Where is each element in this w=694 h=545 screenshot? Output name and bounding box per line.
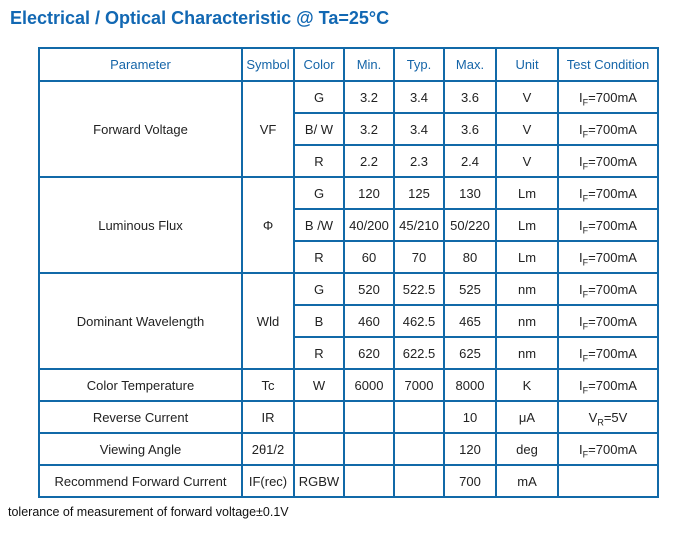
cell-max: 3.6 xyxy=(444,113,496,145)
test-text: I xyxy=(579,345,583,361)
cell-color: B/ W xyxy=(294,113,344,145)
cell-test-condition xyxy=(558,337,658,369)
test-text: =700mA xyxy=(588,345,637,361)
cell-unit: V xyxy=(496,113,558,145)
cell-max: 625 xyxy=(444,337,496,369)
cell-color: G xyxy=(294,81,344,113)
cell-typ: 45/210 xyxy=(394,209,444,241)
cell-min: 60 xyxy=(344,241,394,273)
cell-unit: Lm xyxy=(496,177,558,209)
cell-unit: nm xyxy=(496,273,558,305)
header-unit: Unit xyxy=(496,48,558,81)
header-typ: Typ. xyxy=(394,48,444,81)
cell-parameter: Reverse Current xyxy=(39,401,242,433)
cell-test-condition xyxy=(558,209,658,241)
cell-min: 460 xyxy=(344,305,394,337)
cell-color: B /W xyxy=(294,209,344,241)
test-text: I xyxy=(579,281,583,297)
cell-unit: V xyxy=(496,145,558,177)
table-row xyxy=(39,433,658,465)
cell-color xyxy=(294,433,344,465)
cell-symbol: IF(rec) xyxy=(242,465,294,497)
cell-color: G xyxy=(294,273,344,305)
cell-typ xyxy=(394,465,444,497)
cell-max: 130 xyxy=(444,177,496,209)
test-subscript: F xyxy=(582,225,589,236)
cell-test-condition xyxy=(558,305,658,337)
cell-unit: Lm xyxy=(496,209,558,241)
table-row xyxy=(39,81,658,113)
test-subscript: F xyxy=(582,193,589,204)
cell-min: 3.2 xyxy=(344,81,394,113)
cell-symbol: IR xyxy=(242,401,294,433)
cell-parameter: Viewing Angle xyxy=(39,433,242,465)
test-text: I xyxy=(579,313,583,329)
test-text: =700mA xyxy=(588,281,637,297)
cell-min: 520 xyxy=(344,273,394,305)
cell-color: G xyxy=(294,177,344,209)
cell-symbol: Tc xyxy=(242,369,294,401)
test-text: I xyxy=(579,441,583,457)
cell-color: R xyxy=(294,337,344,369)
cell-typ: 7000 xyxy=(394,369,444,401)
cell-test-condition xyxy=(558,369,658,401)
cell-typ xyxy=(394,401,444,433)
tolerance-note: tolerance of measurement of forward voltage±0.1V xyxy=(8,505,289,519)
cell-unit: Lm xyxy=(496,241,558,273)
cell-max: 525 xyxy=(444,273,496,305)
cell-color: B xyxy=(294,305,344,337)
cell-unit: mA xyxy=(496,465,558,497)
test-subscript: F xyxy=(582,257,589,268)
cell-unit: μA xyxy=(496,401,558,433)
cell-test-condition xyxy=(558,465,658,497)
cell-typ: 522.5 xyxy=(394,273,444,305)
cell-min: 40/200 xyxy=(344,209,394,241)
test-subscript: F xyxy=(582,449,589,460)
cell-min xyxy=(344,465,394,497)
test-text: =5V xyxy=(603,409,628,425)
cell-max: 465 xyxy=(444,305,496,337)
cell-parameter: Luminous Flux xyxy=(39,177,242,273)
test-subscript: F xyxy=(582,161,589,172)
cell-test-condition xyxy=(558,433,658,465)
cell-symbol: VF xyxy=(242,81,294,177)
cell-min: 2.2 xyxy=(344,145,394,177)
cell-unit: deg xyxy=(496,433,558,465)
cell-parameter: Forward Voltage xyxy=(39,81,242,177)
cell-unit: nm xyxy=(496,305,558,337)
cell-min: 120 xyxy=(344,177,394,209)
cell-min: 620 xyxy=(344,337,394,369)
cell-symbol: Wld xyxy=(242,273,294,369)
cell-test-condition xyxy=(558,81,658,113)
cell-typ: 2.3 xyxy=(394,145,444,177)
cell-typ: 125 xyxy=(394,177,444,209)
test-text: =700mA xyxy=(588,121,637,137)
cell-max: 2.4 xyxy=(444,145,496,177)
test-subscript: R xyxy=(597,417,604,428)
cell-max: 80 xyxy=(444,241,496,273)
cell-color: R xyxy=(294,241,344,273)
table-row xyxy=(39,177,658,209)
table-row xyxy=(39,273,658,305)
test-text: I xyxy=(579,185,583,201)
cell-typ: 462.5 xyxy=(394,305,444,337)
header-max: Max. xyxy=(444,48,496,81)
test-text: =700mA xyxy=(588,89,637,105)
test-text: I xyxy=(579,89,583,105)
cell-min xyxy=(344,401,394,433)
cell-max: 8000 xyxy=(444,369,496,401)
cell-color: W xyxy=(294,369,344,401)
cell-test-condition xyxy=(558,273,658,305)
cell-test-condition xyxy=(558,145,658,177)
page-title: Electrical / Optical Characteristic @ Ta=25°C xyxy=(10,8,390,28)
cell-parameter: Color Temperature xyxy=(39,369,242,401)
table-row xyxy=(39,369,658,401)
cell-test-condition xyxy=(558,401,658,433)
test-text: I xyxy=(579,249,583,265)
test-subscript: F xyxy=(582,289,589,300)
test-text: =700mA xyxy=(588,313,637,329)
cell-max: 50/220 xyxy=(444,209,496,241)
table-row xyxy=(39,465,658,497)
cell-test-condition xyxy=(558,241,658,273)
header-symbol: Symbol xyxy=(242,48,294,81)
cell-symbol: Φ xyxy=(242,177,294,273)
cell-color xyxy=(294,401,344,433)
cell-max: 3.6 xyxy=(444,81,496,113)
cell-typ: 3.4 xyxy=(394,113,444,145)
test-text: =700mA xyxy=(588,249,637,265)
cell-test-condition xyxy=(558,113,658,145)
cell-typ: 3.4 xyxy=(394,81,444,113)
test-text: I xyxy=(579,377,583,393)
cell-unit: V xyxy=(496,81,558,113)
header-test-condition: Test Condition xyxy=(558,48,658,81)
cell-unit: K xyxy=(496,369,558,401)
test-text: =700mA xyxy=(588,377,637,393)
cell-max: 700 xyxy=(444,465,496,497)
header-color: Color xyxy=(294,48,344,81)
cell-min xyxy=(344,433,394,465)
cell-typ: 70 xyxy=(394,241,444,273)
test-text: =700mA xyxy=(588,441,637,457)
table-row xyxy=(39,401,658,433)
test-text: I xyxy=(579,121,583,137)
cell-typ: 622.5 xyxy=(394,337,444,369)
test-subscript: F xyxy=(582,321,589,332)
cell-max: 120 xyxy=(444,433,496,465)
characteristics-table xyxy=(38,47,659,498)
test-text: =700mA xyxy=(588,217,637,233)
cell-max: 10 xyxy=(444,401,496,433)
cell-min: 3.2 xyxy=(344,113,394,145)
test-text: I xyxy=(579,217,583,233)
test-subscript: F xyxy=(582,353,589,364)
test-text: I xyxy=(579,153,583,169)
cell-color: R xyxy=(294,145,344,177)
cell-unit: nm xyxy=(496,337,558,369)
cell-color: RGBW xyxy=(294,465,344,497)
test-subscript: F xyxy=(582,385,589,396)
test-text: =700mA xyxy=(588,153,637,169)
cell-parameter: Recommend Forward Current xyxy=(39,465,242,497)
cell-typ xyxy=(394,433,444,465)
cell-parameter: Dominant Wavelength xyxy=(39,273,242,369)
test-text: V xyxy=(588,409,598,425)
cell-min: 6000 xyxy=(344,369,394,401)
header-parameter: Parameter xyxy=(39,48,242,81)
header-min: Min. xyxy=(344,48,394,81)
table-header-row xyxy=(39,48,658,81)
cell-symbol: 2θ1/2 xyxy=(242,433,294,465)
test-subscript: F xyxy=(582,97,589,108)
cell-test-condition xyxy=(558,177,658,209)
test-subscript: F xyxy=(582,129,589,140)
test-text: =700mA xyxy=(588,185,637,201)
